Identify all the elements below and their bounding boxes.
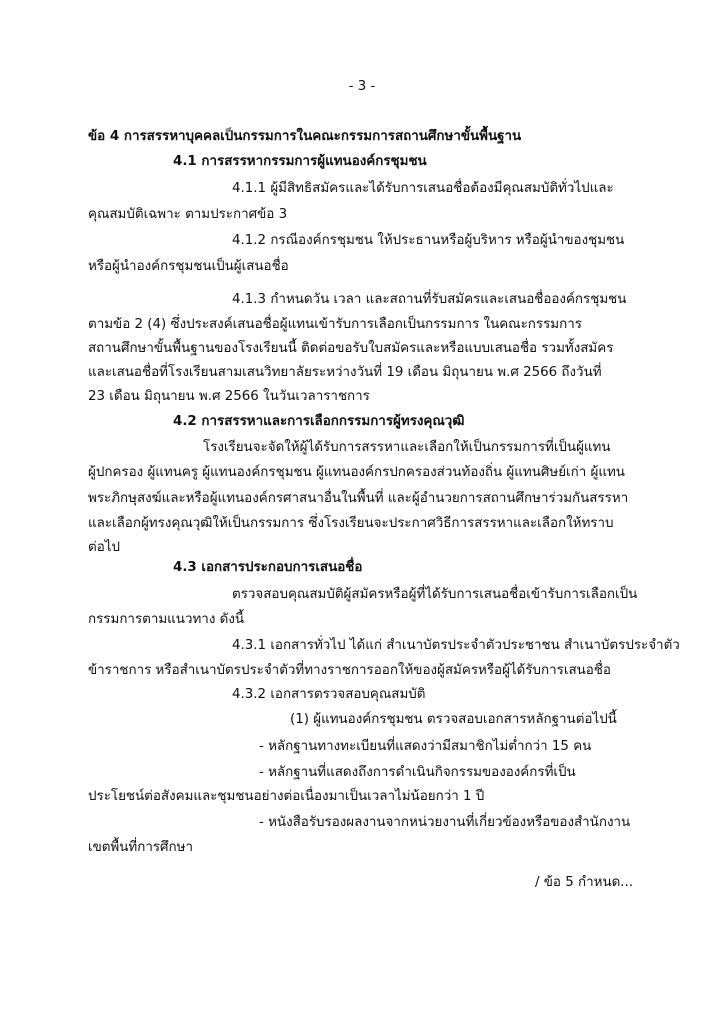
clause-4-1-2-line: 4.1.2 กรณีองค์กรชุมชน ให้ประธานหรือผู้บริหาร หรือผู้นำของชุมชน	[232, 233, 625, 248]
section-4-1-heading: 4.1 การสรรหากรรมการผู้แทนองค์กรชุมชน	[173, 154, 427, 169]
clause-4-1-3-line: ตามข้อ 2 (4) ซึ่งประสงค์เสนอชื่อผู้แทนเข้ารับการเลือกเป็นกรรมการ ในคณะกรรมการ	[88, 317, 582, 332]
section-4-2-heading: 4.2 การสรรหาและการเลือกกรรมการผู้ทรงคุณวุฒิ	[173, 414, 465, 429]
clause-4-3-1-line: ข้าราชการ หรือสำเนาบัตรประจำตัวที่ทางราชการออกให้ของผู้สมัครหรือผู้ได้รับการเสนอชื่อ	[88, 663, 611, 678]
clause-4-1-3-line: 23 เดือน มิถุนายน พ.ศ 2566 ในวันเวลาราชการ	[88, 389, 370, 404]
item-1-line: (1) ผู้แทนองค์กรชุมชน ตรวจสอบเอกสารหลักฐานต่อไปนี้	[290, 712, 617, 727]
section-4-2-para-line: ต่อไป	[88, 540, 120, 555]
clause-4-1-1-line: 4.1.1 ผู้มีสิทธิสมัครและได้รับการเสนอชื่อต้องมีคุณสมบัติทั่วไปและ	[232, 181, 614, 196]
bullet-line: เขตพื้นที่การศึกษา	[88, 840, 194, 855]
section-4-heading: ข้อ 4 การสรรหาบุคคลเป็นกรรมการในคณะกรรมการสถานศึกษาขั้นพื้นฐาน	[88, 129, 522, 144]
bullet-line: - หลักฐานทางทะเบียนที่แสดงว่ามีสมาชิกไม่ต่ำกว่า 15 คน	[259, 739, 592, 754]
continuation-note: / ข้อ 5 กำหนด...	[535, 875, 634, 890]
section-4-2-para-line: และเลือกผู้ทรงคุณวุฒิให้เป็นกรรมการ ซึ่งโรงเรียนจะประกาศวิธีการสรรหาและเลือกให้ทราบ	[88, 516, 614, 531]
section-4-2-para-line: ผู้ปกครอง ผู้แทนครู ผู้แทนองค์กรชุมชน ผู้แทนองค์กรปกครองส่วนท้องถิ่น ผู้แทนศิษย์เก่า ผู้แทน	[88, 465, 625, 480]
section-4-3-intro-line: ตรวจสอบคุณสมบัติผู้สมัครหรือผู้ที่ได้รับการเสนอชื่อเข้ารับการเลือกเป็น	[232, 587, 638, 602]
clause-4-3-2-heading: 4.3.2 เอกสารตรวจสอบคุณสมบัติ	[232, 687, 426, 702]
page-number: - 3 -	[348, 79, 376, 94]
clause-4-1-3-line: และเสนอชื่อที่โรงเรียนสามเสนวิทยาลัยระหว่างวันที่ 19 เดือน มิถุนายน พ.ศ 2566 ถึงวันที่	[88, 365, 602, 380]
section-4-2-para-line: โรงเรียนจะจัดให้ผู้ได้รับการสรรหาและเลือกให้เป็นกรรมการที่เป็นผู้แทน	[203, 440, 611, 455]
clause-4-1-1-line: คุณสมบัติเฉพาะ ตามประกาศข้อ 3	[88, 207, 288, 222]
bullet-line: ประโยชน์ต่อสังคมและชุมชนอย่างต่อเนื่องมาเป็นเวลาไม่น้อยกว่า 1 ปี	[88, 789, 485, 804]
clause-4-1-3-line: 4.1.3 กำหนดวัน เวลา และสถานที่รับสมัครและเสนอชื่อองค์กรชุมชน	[232, 292, 627, 307]
section-4-2-para-line: พระภิกษุสงฆ์และหรือผู้แทนองค์กรศาสนาอื่นในพื้นที่ และผู้อำนวยการสถานศึกษาร่วมกันสรรหา	[88, 491, 629, 506]
section-4-3-intro-line: กรรมการตามแนวทาง ดังนี้	[88, 612, 245, 627]
clause-4-3-1-line: 4.3.1 เอกสารทั่วไป ได้แก่ สำเนาบัตรประจำตัวประชาชน สำเนาบัตรประจำตัว	[232, 638, 680, 653]
bullet-line: - หลักฐานที่แสดงถึงการดำเนินกิจกรรมขององค์กรที่เป็น	[259, 765, 576, 780]
clause-4-1-3-line: สถานศึกษาขั้นพื้นฐานของโรงเรียนนี้ ติดต่อขอรับใบสมัครและหรือแบบเสนอชื่อ รวมทั้งสมัคร	[88, 341, 614, 356]
clause-4-1-2-line: หรือผู้นำองค์กรชุมชนเป็นผู้เสนอชื่อ	[88, 259, 289, 274]
bullet-line: - หนังสือรับรองผลงานจากหน่วยงานที่เกี่ยวข้องหรือของสำนักงาน	[259, 815, 631, 830]
section-4-3-heading: 4.3 เอกสารประกอบการเสนอชื่อ	[173, 560, 363, 575]
